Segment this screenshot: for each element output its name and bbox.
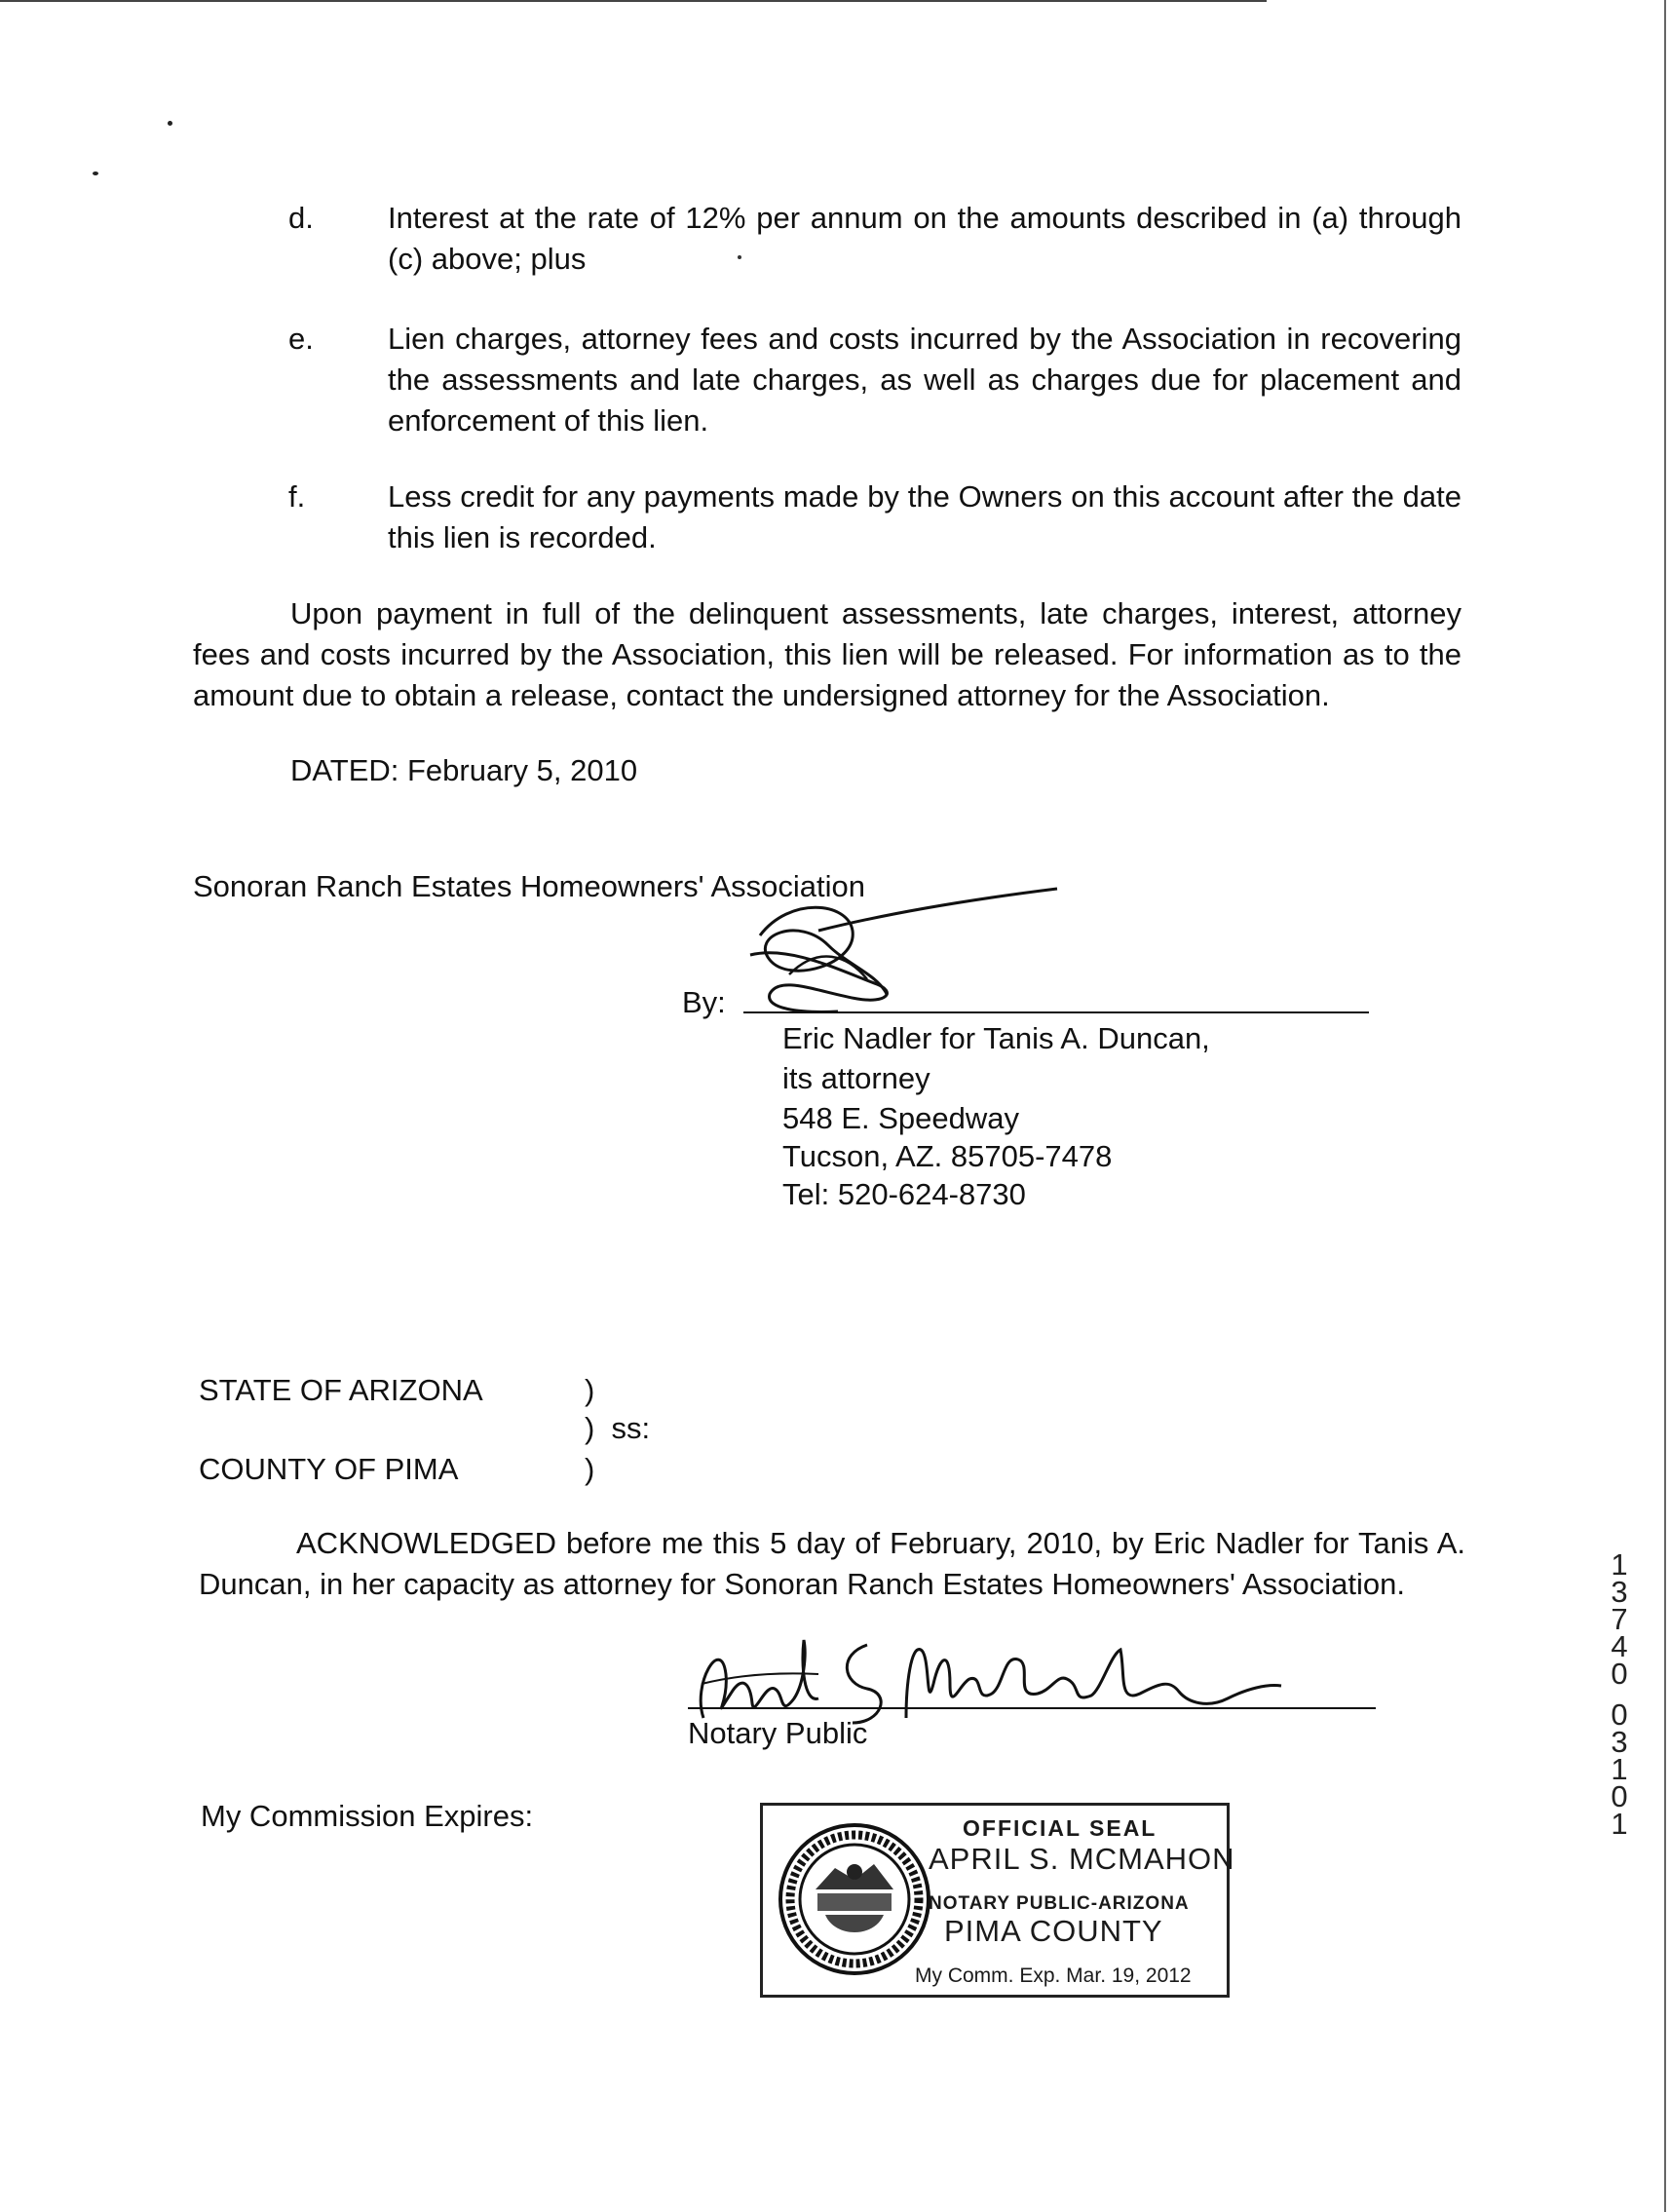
seal-title: OFFICIAL SEAL (963, 1815, 1158, 1841)
venue-state: STATE OF ARIZONA (199, 1373, 483, 1407)
venue-county: COUNTY OF PIMA (199, 1452, 459, 1486)
signatory-role: its attorney (782, 1061, 930, 1095)
top-border-line (0, 0, 1267, 2)
association-name: Sonoran Ranch Estates Homeowners' Association (193, 869, 866, 903)
seal-name: APRIL S. MCMAHON (929, 1842, 1235, 1876)
signatory-city: Tucson, AZ. 85705-7478 (782, 1139, 1113, 1173)
release-paragraph: Upon payment in full of the delinquent assessments, late charges, interest, attorney fees and costs incurred by the Association, this lien will be released. For information as to the amount due to obtain a release, contact the undersigned attorney for the Association. (193, 596, 1461, 712)
item-f-letter: f. (288, 479, 306, 514)
seal-expiry: My Comm. Exp. Mar. 19, 2012 (915, 1964, 1192, 1987)
notary-signature-line (688, 1707, 1376, 1709)
acknowledgment-paragraph: ACKNOWLEDGED before me this 5 day of February, 2010, by Eric Nadler for Tanis A. Duncan, in her capacity as attorney for Sonoran Ranch Estates Homeowners' Association. (199, 1526, 1465, 1601)
attorney-signature (731, 877, 1062, 1023)
signatory-street: 548 E. Speedway (782, 1101, 1020, 1135)
recording-page-digit: 0 (1611, 1697, 1628, 1732)
dated-line: DATED: February 5, 2010 (290, 753, 638, 787)
recording-page-digit: 3 (1611, 1725, 1628, 1759)
seal-county: PIMA COUNTY (944, 1914, 1163, 1948)
venue-ss: ) ss: (585, 1411, 651, 1445)
official-seal-stamp (760, 1803, 1235, 1998)
recording-book-digit: 7 (1611, 1602, 1628, 1636)
item-d-letter: d. (288, 201, 314, 235)
recording-book-digit: 4 (1611, 1629, 1628, 1663)
recording-page-digit: 1 (1611, 1807, 1628, 1841)
signatory-tel: Tel: 520-624-8730 (782, 1177, 1026, 1211)
item-d-text: Interest at the rate of 12% per annum on the amounts described in (a) through (c) above; plus (388, 201, 1461, 276)
right-border-line (1664, 0, 1666, 2212)
commission-label: My Commission Expires: (201, 1799, 534, 1833)
recording-book-digit: 1 (1611, 1547, 1628, 1582)
by-label: By: (682, 985, 726, 1019)
item-f-text: Less credit for any payments made by the Owners on this account after the date this lien is recorded. (388, 479, 1461, 554)
scan-speck (168, 121, 172, 126)
scan-speck (93, 172, 98, 175)
seal-role: NOTARY PUBLIC-ARIZONA (929, 1893, 1190, 1914)
item-e-letter: e. (288, 322, 314, 356)
signatory-name: Eric Nadler for Tanis A. Duncan, (782, 1021, 1210, 1055)
recording-page-digit: 0 (1611, 1779, 1628, 1813)
recording-page-digit: 1 (1611, 1752, 1628, 1786)
venue-paren-bottom: ) (585, 1452, 595, 1486)
item-e-text: Lien charges, attorney fees and costs incurred by the Association in recovering the assessments and late charges, as well as charges due for placement and enforcement of this lien. (388, 322, 1461, 438)
notary-label: Notary Public (688, 1716, 868, 1750)
state-seal-emblem (777, 1821, 932, 1977)
recording-book-digit: 0 (1611, 1657, 1628, 1691)
attorney-signature-line (743, 1011, 1369, 1013)
venue-paren-top: ) (585, 1373, 595, 1407)
recording-book-digit: 3 (1611, 1575, 1628, 1609)
